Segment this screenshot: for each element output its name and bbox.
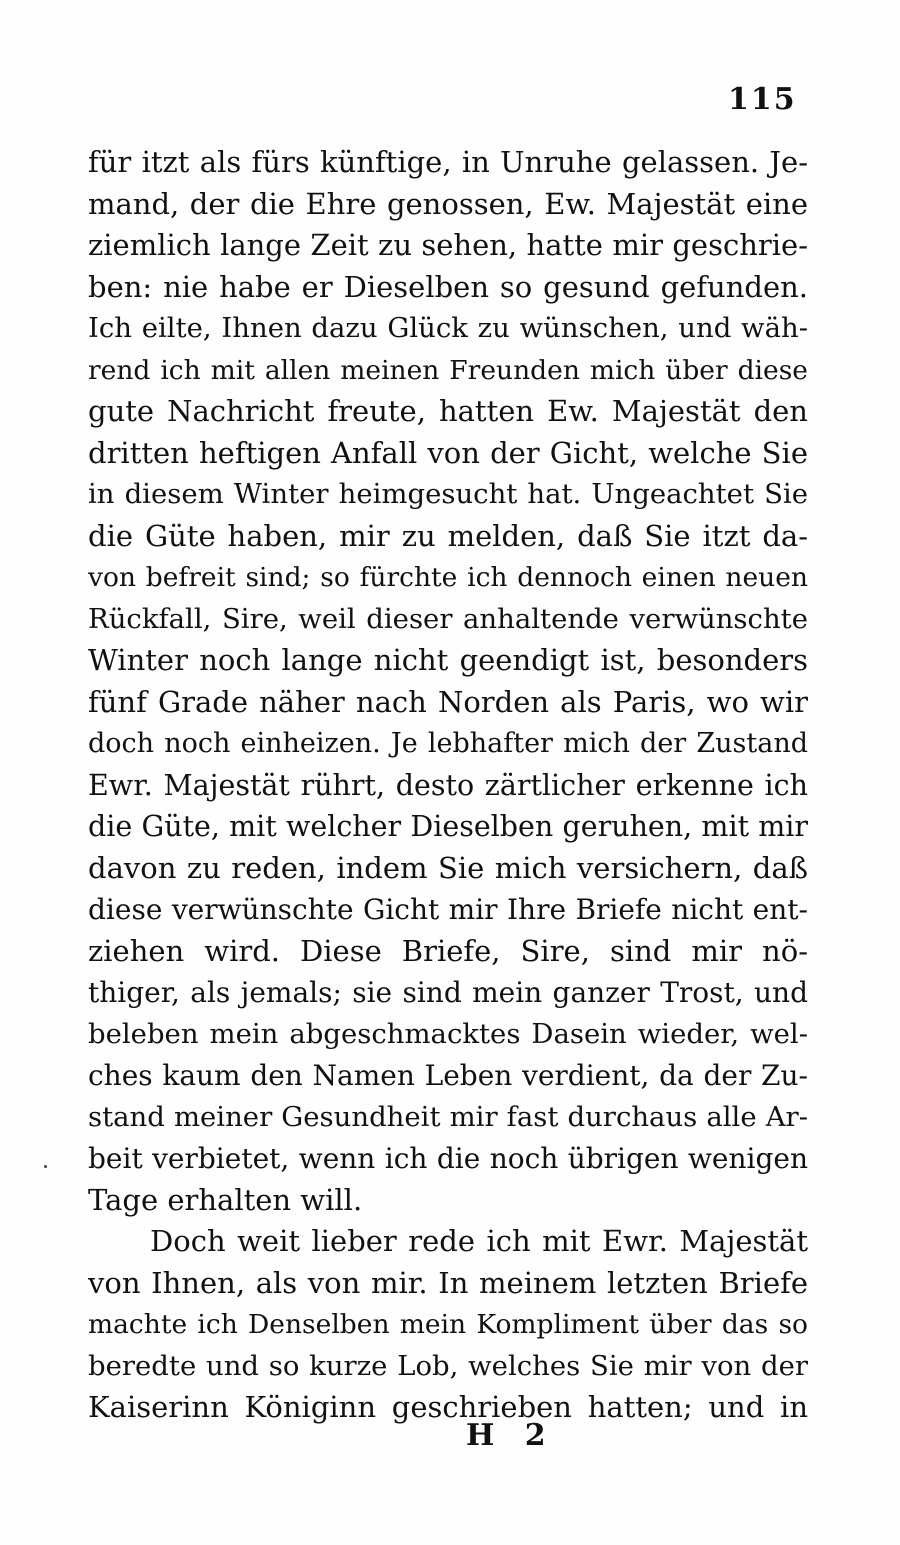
text-line: gute Nachricht freute, hatten Ew. Majestät den: [88, 394, 808, 428]
text-line: in diesem Winter heimgesucht hat. Ungeachtet Sie: [88, 478, 808, 510]
text-line: mand, der die Ehre genossen, Ew. Majestät eine: [88, 186, 808, 221]
text-line: Kaiserinn Königinn geschrieben hatten; und in: [88, 1390, 808, 1424]
text-line: thiger, als jemals; sie sind mein ganzer Trost, und: [88, 976, 808, 1009]
body-text: [88, 142, 808, 1429]
text-line: die Güte, mit welcher Dieselben geruhen, mit mir: [88, 810, 808, 843]
text-line: Winter noch lange nicht geendigt ist, besonders: [88, 643, 808, 677]
text-line: ches kaum den Namen Leben verdient, da der Zu-: [88, 1059, 808, 1092]
text-line: Doch weit lieber rede ich mit Ewr. Majestät: [150, 1224, 808, 1258]
text-line: beit verbietet, wenn ich die noch übrigen wenigen: [88, 1142, 808, 1175]
text-line: dritten heftigen Anfall von der Gicht, welche Sie: [88, 435, 808, 470]
text-line: von befreit sind; so fürchte ich dennoch einen neuen: [88, 562, 808, 593]
text-line: von Ihnen, als von mir. In meinem letzten Briefe: [88, 1265, 808, 1300]
signature-mark: H 2: [466, 1418, 556, 1453]
text-line: ziemlich lange Zeit zu sehen, hatte mir geschrie-: [88, 228, 808, 262]
text-line: stand meiner Gesundheit mir fast durchaus alle Ar-: [88, 1100, 808, 1133]
text-line: beredte und so kurze Lob, welches Sie mir von der: [88, 1349, 808, 1382]
text-line: Tage erhalten will.: [88, 1182, 363, 1217]
text-line: ziehen wird. Diese Briefe, Sire, sind mir nö-: [88, 933, 808, 968]
text-line: fünf Grade näher nach Norden als Paris, wo wir: [88, 684, 808, 719]
text-line: ben: nie habe er Dieselben so gesund gefunden.: [88, 269, 808, 304]
text-line: die Güte haben, mir zu melden, daß Sie itzt da-: [88, 518, 808, 553]
page-number: 115: [728, 82, 797, 117]
text-line: machte ich Denselben mein Kompliment über das so: [88, 1309, 808, 1340]
text-line: Ewr. Majestät rührt, desto zärtlicher erkenne ich: [88, 768, 808, 802]
text-line: diese verwünschte Gicht mir Ihre Briefe nicht ent-: [88, 893, 808, 926]
text-line: für itzt als fürs künftige, in Unruhe gelassen. Je-: [88, 145, 808, 179]
text-line: beleben mein abgeschmacktes Dasein wieder, wel-: [88, 1017, 808, 1050]
text-line: doch noch einheizen. Je lebhafter mich der Zustand: [88, 728, 808, 759]
text-line: rend ich mit allen meinen Freunden mich über diese: [88, 354, 808, 386]
text-line: Rückfall, Sire, weil dieser anhaltende verwünschte: [88, 602, 808, 635]
margin-mark: [44, 1165, 47, 1168]
text-line: Ich eilte, Ihnen dazu Glück zu wünschen, und wäh-: [88, 312, 808, 344]
text-line: davon zu reden, indem Sie mich versichern, daß: [88, 850, 808, 885]
